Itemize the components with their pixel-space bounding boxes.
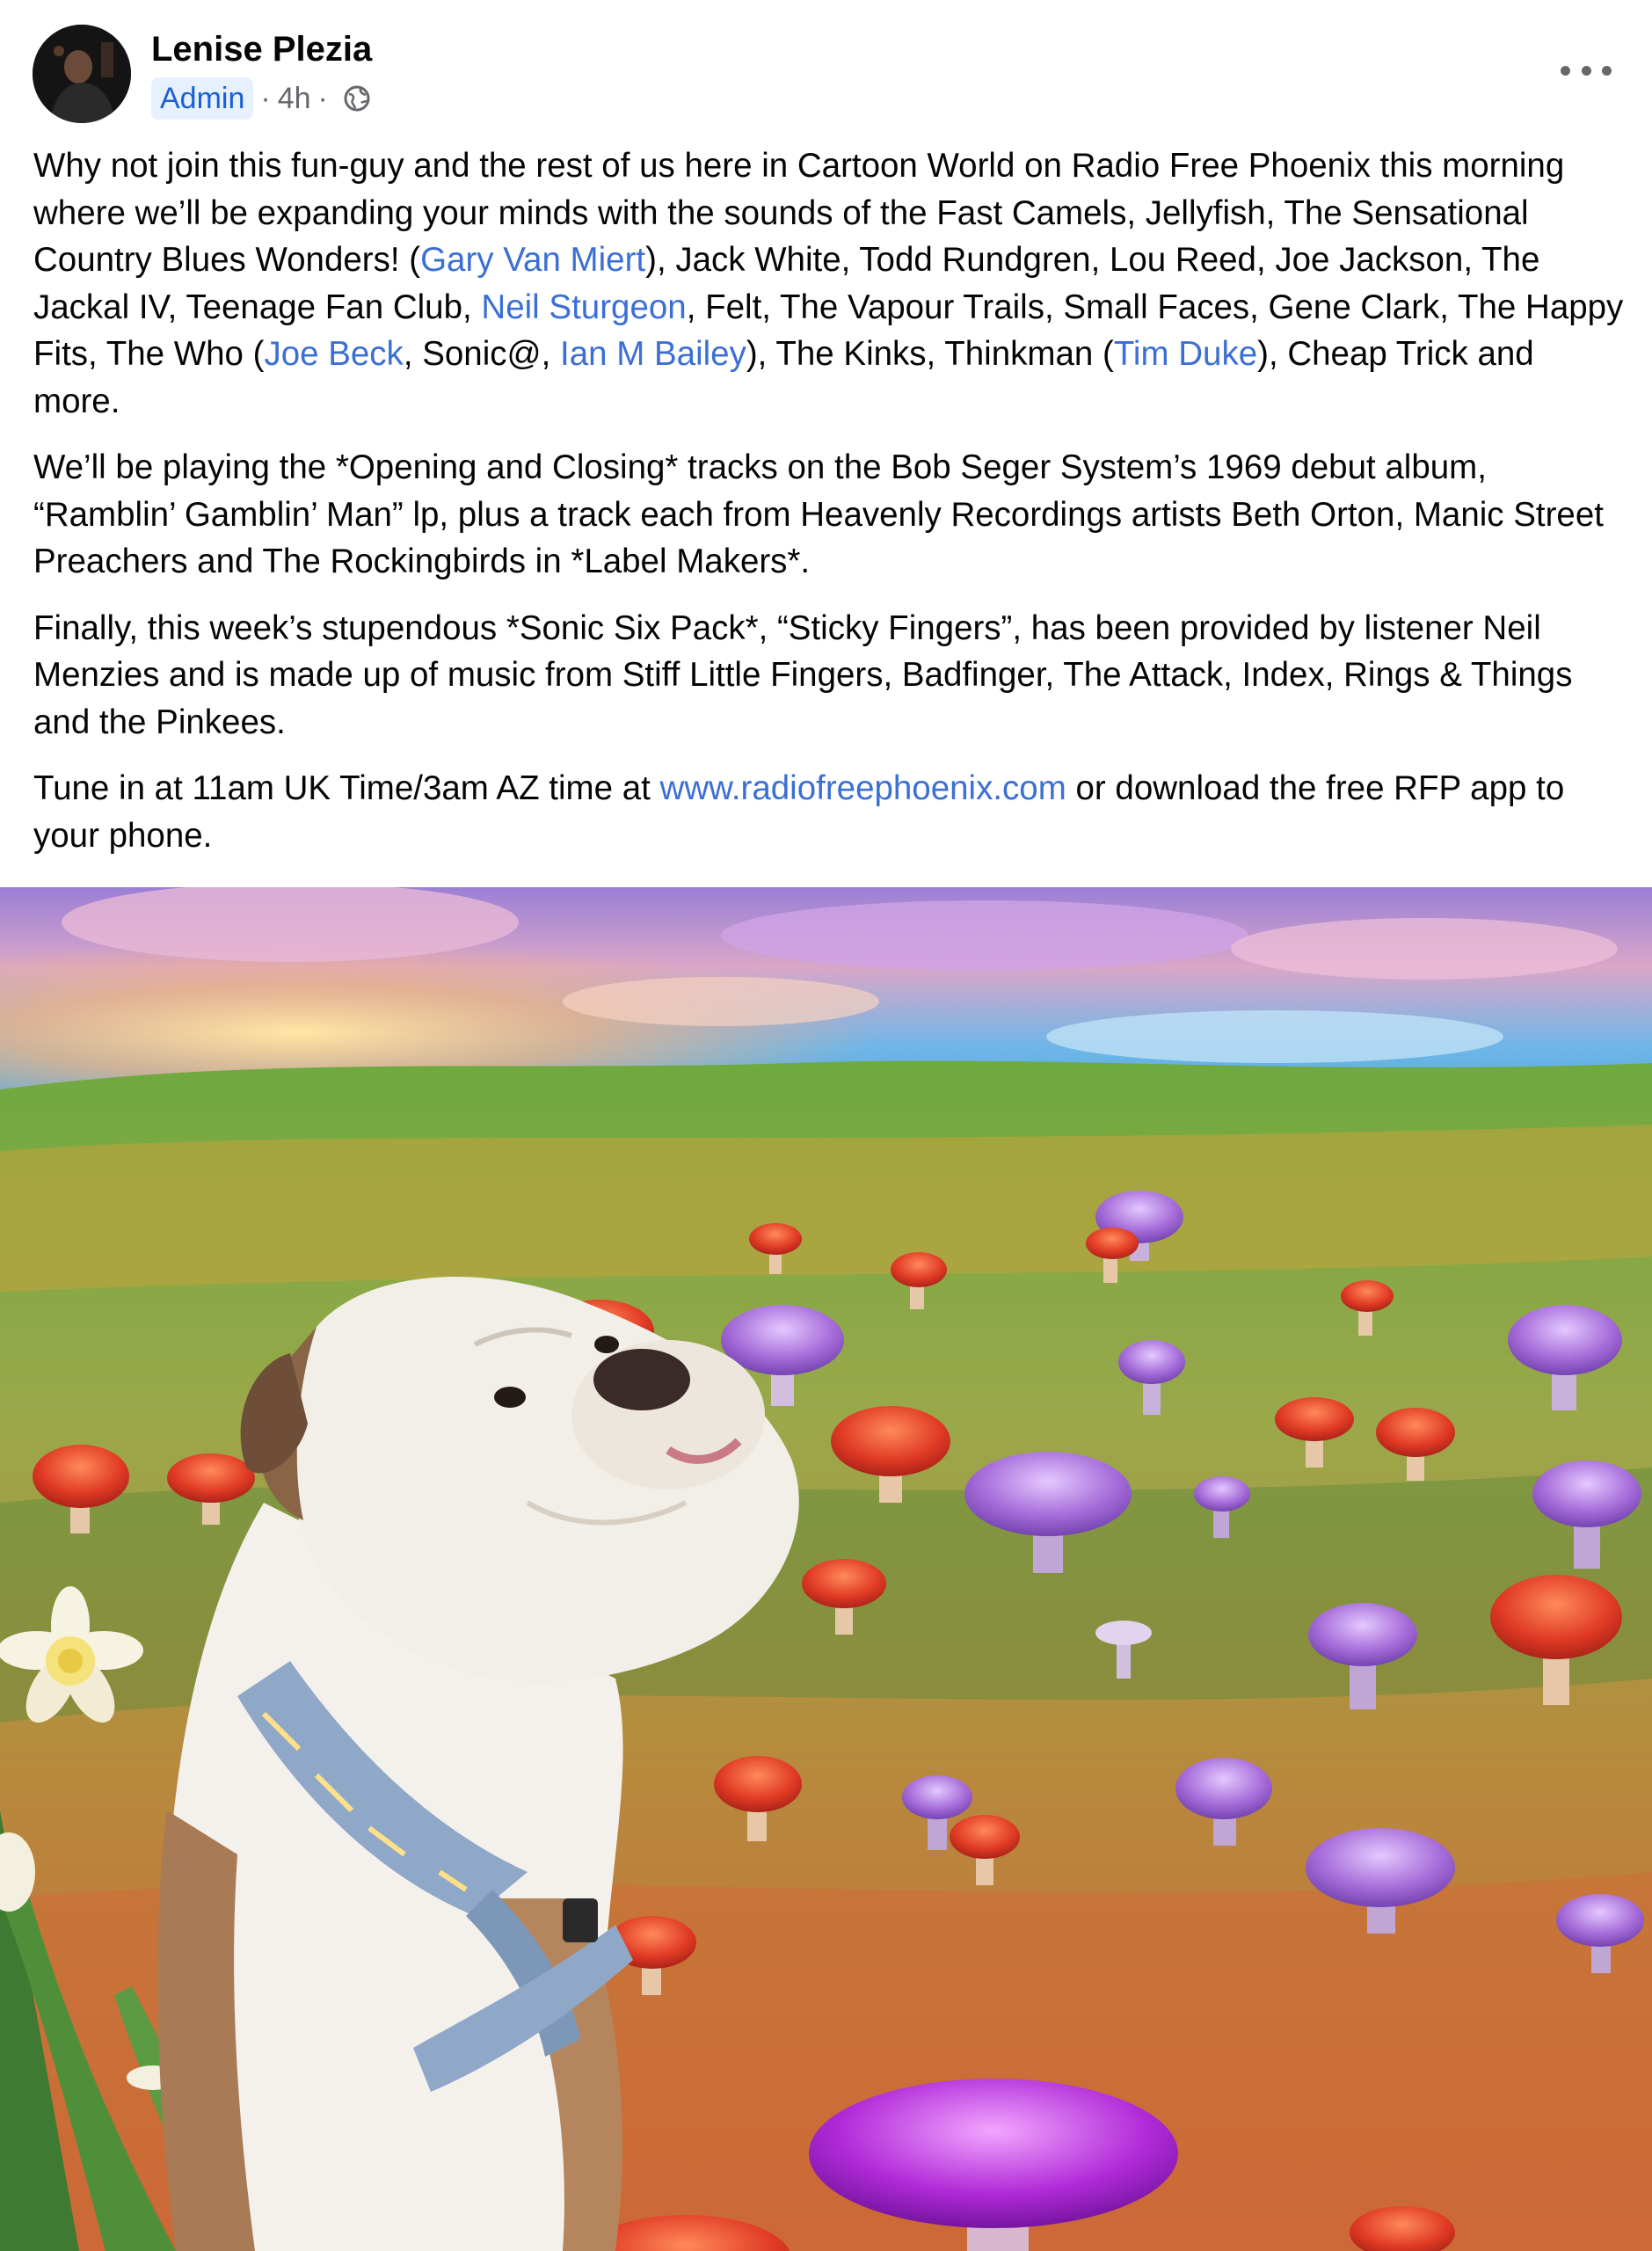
text-segment: , Sonic@, (403, 335, 560, 373)
post-meta (151, 76, 372, 121)
text-segment: Why not join this fun-guy and the rest of us here in Cartoon World on Radio Free Phoenix this morning where we’ll be expanding your minds with the sounds of the Fast Camels, Jellyfish, The Sensational Country Blues Wonders! ( (33, 147, 1565, 279)
mention-link[interactable]: Neil Sturgeon (481, 288, 687, 326)
text-segment: , Felt, The Vapour Trails, Small Faces, Gene Clark, The Happy Fits, The Who ( (33, 288, 1624, 373)
post-paragraph-3: Finally, this week’s stupendous *Sonic Six Pack*, “Sticky Fingers”, has been provided by listener Neil Menzies and is made up of music from Stiff Little Fingers, Badfinger, The Attack, Index, Rings & Things and the Pinkees. (33, 608, 1573, 741)
post-header (0, 0, 1652, 132)
text-segment: ), The Kinks, Thinkman ( (746, 335, 1114, 373)
globe-icon (342, 84, 372, 113)
mention-link[interactable]: Joe Beck (264, 335, 404, 373)
post-time[interactable]: 4h (277, 81, 311, 115)
post-paragraph-1 (33, 142, 1625, 425)
text-segment: Tune in at 11am UK Time/3am AZ time at (33, 769, 660, 807)
post-image[interactable] (0, 887, 1652, 2251)
admin-badge: Admin (151, 77, 253, 120)
mention-link[interactable]: Tim Duke (1113, 335, 1258, 373)
avatar[interactable] (33, 25, 131, 123)
author-name[interactable]: Lenise Plezia (151, 30, 373, 69)
mention-link[interactable]: Ian M Bailey (560, 335, 746, 373)
meta-separator: · (317, 81, 328, 115)
text-segment: ), Jack White, Todd Rundgren, Lou Reed, Joe Jackson, The Jackal IV, Teenage Fan Club, (33, 241, 1540, 326)
text-segment: ), Cheap Trick and more. (33, 335, 1534, 420)
more-options-icon[interactable] (1555, 53, 1617, 88)
text-segment: or download the free RFP app to your phone. (33, 769, 1565, 855)
post-paragraph-4 (33, 765, 1625, 859)
dot (1582, 66, 1591, 76)
mention-link[interactable]: Gary Van Miert (420, 241, 646, 279)
dot (1602, 66, 1612, 76)
post-paragraph-2: We’ll be playing the *Opening and Closing* tracks on the Bob Seger System’s 1969 debut album, “Ramblin’ Gamblin’ Man” lp, plus a track each from Heavenly Recordings artists Beth Orton, Manic Street Preachers and The Rockingbirds in *Label Makers*. (33, 448, 1604, 580)
post-text (33, 142, 1625, 878)
meta-separator: · (260, 81, 271, 115)
dot (1561, 66, 1570, 76)
website-link[interactable]: www.radiofreephoenix.com (659, 769, 1066, 807)
